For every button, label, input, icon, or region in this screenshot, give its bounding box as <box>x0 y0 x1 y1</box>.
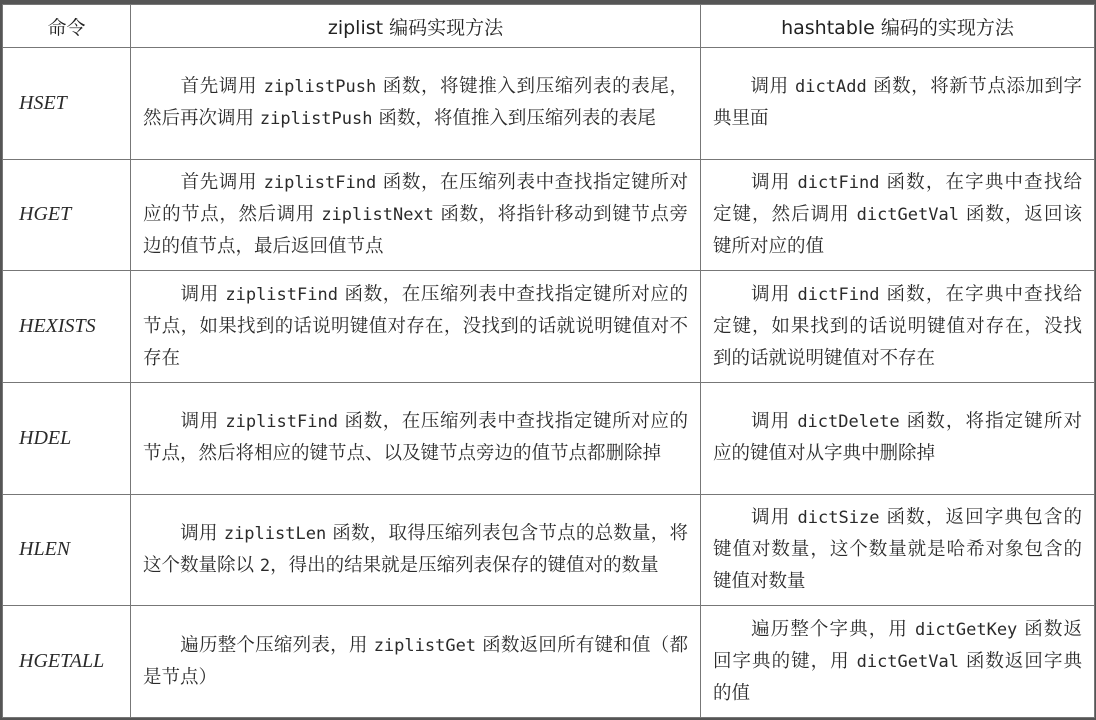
hashtable-cell <box>701 48 1095 160</box>
code-token: ziplistPush <box>259 109 373 130</box>
code-token: dictGetVal <box>856 651 959 672</box>
description-text: 遍历整个压缩列表，用 <box>180 634 374 656</box>
hashtable-cell <box>701 382 1095 494</box>
code-token: ziplistNext <box>321 204 434 225</box>
code-token: ziplistPush <box>263 77 377 98</box>
description-text: 函数，在压缩列表中查找指定键所对应的节点，然后将相应的键节点、以及键节点旁边的值节点都删除掉 <box>143 411 688 465</box>
command-cell: HLEN <box>3 494 131 606</box>
description-text: 函数返回字典的值 <box>713 650 1082 704</box>
code-token: dictGetVal <box>856 204 959 225</box>
table-row <box>3 48 1095 160</box>
table-row <box>3 271 1095 383</box>
description-text: 函数，返回字典包含的键值对数量，这个数量就是哈希对象包含的键值对数量 <box>713 506 1082 592</box>
description-text: 函数，在压缩列表中查找指定键所对应的节点，如果找到的话说明键值对存在，没找到的话就说明键值对不存在 <box>143 283 688 369</box>
hashtable-cell <box>701 606 1095 718</box>
description-text: 函数，取得压缩列表包含节点的总数量，将这个数量除以 <box>143 522 688 576</box>
ziplist-cell <box>131 271 701 383</box>
description-text: 调用 <box>750 76 796 98</box>
code-token: ziplistFind <box>263 172 377 193</box>
description-text: 调用 <box>750 283 798 305</box>
ziplist-cell <box>131 606 701 718</box>
table-row <box>3 159 1095 271</box>
description-text: 函数，在字典中查找给定键，然后调用 <box>713 171 1082 225</box>
description-text: 调用 <box>180 522 224 544</box>
header-hashtable: hashtable 编码的实现方法 <box>701 5 1095 48</box>
code-token: dictDelete <box>797 412 900 433</box>
code-token: ziplistGet <box>373 635 477 656</box>
description-text: 函数，在压缩列表中查找指定键所对应的节点，然后调用 <box>143 171 688 225</box>
description-text: 函数，将键推入到压缩列表的表尾，然后再次调用 <box>143 76 688 130</box>
ziplist-cell <box>131 494 701 606</box>
code-token: ziplistFind <box>225 412 338 433</box>
command-cell: HEXISTS <box>3 271 131 383</box>
encoding-comparison-table <box>2 4 1095 718</box>
description-text: 调用 <box>180 283 226 305</box>
description-text: 函数返回字典的键，用 <box>713 618 1082 672</box>
code-token: dictAdd <box>795 77 867 98</box>
header-ziplist: ziplist 编码实现方法 <box>131 5 701 48</box>
description-text: 函数，将新节点添加到字典里面 <box>713 76 1082 130</box>
table-row <box>3 606 1095 718</box>
command-cell: HGETALL <box>3 606 131 718</box>
description-text: 函数，在字典中查找给定键，如果找到的话说明键值对存在，没找到的话就说明键值对不存在 <box>713 283 1082 369</box>
description-text: 调用 <box>180 411 226 433</box>
table-body <box>3 48 1095 718</box>
header-row <box>3 5 1095 48</box>
ziplist-cell <box>131 48 701 160</box>
code-token: ziplistFind <box>225 284 338 305</box>
description-text: 调用 <box>750 411 798 433</box>
command-cell: HDEL <box>3 382 131 494</box>
description-text: 遍历整个字典，用 <box>750 618 915 640</box>
code-token: dictGetKey <box>914 619 1018 640</box>
code-token: ziplistLen <box>223 523 327 544</box>
hashtable-cell <box>701 494 1095 606</box>
description-text: 函数，返回该键所对应的值 <box>713 203 1082 257</box>
table-row <box>3 382 1095 494</box>
code-token: 2 <box>259 555 271 576</box>
code-token: dictFind <box>797 284 880 305</box>
command-cell: HGET <box>3 159 131 271</box>
hashtable-cell <box>701 271 1095 383</box>
code-token: dictFind <box>797 172 880 193</box>
description-text: 函数，将指定键所对应的键值对从字典中删除掉 <box>713 411 1082 465</box>
table-row <box>3 494 1095 606</box>
description-text: ，得出的结果就是压缩列表保存的键值对的数量 <box>270 554 659 576</box>
description-text: 函数返回所有键和值（都是节点） <box>143 634 688 688</box>
description-text: 函数，将值推入到压缩列表的表尾 <box>372 108 656 130</box>
description-text: 调用 <box>750 506 798 528</box>
ziplist-cell <box>131 159 701 271</box>
description-text: 函数，将指针移动到键节点旁边的值节点，最后返回值节点 <box>143 203 688 257</box>
description-text: 调用 <box>750 171 798 193</box>
description-text: 首先调用 <box>180 171 264 193</box>
hashtable-cell <box>701 159 1095 271</box>
command-cell: HSET <box>3 48 131 160</box>
code-token: dictSize <box>797 507 880 528</box>
table-header <box>3 5 1095 48</box>
description-text: 首先调用 <box>180 76 264 98</box>
ziplist-cell <box>131 382 701 494</box>
header-command: 命令 <box>3 5 131 48</box>
